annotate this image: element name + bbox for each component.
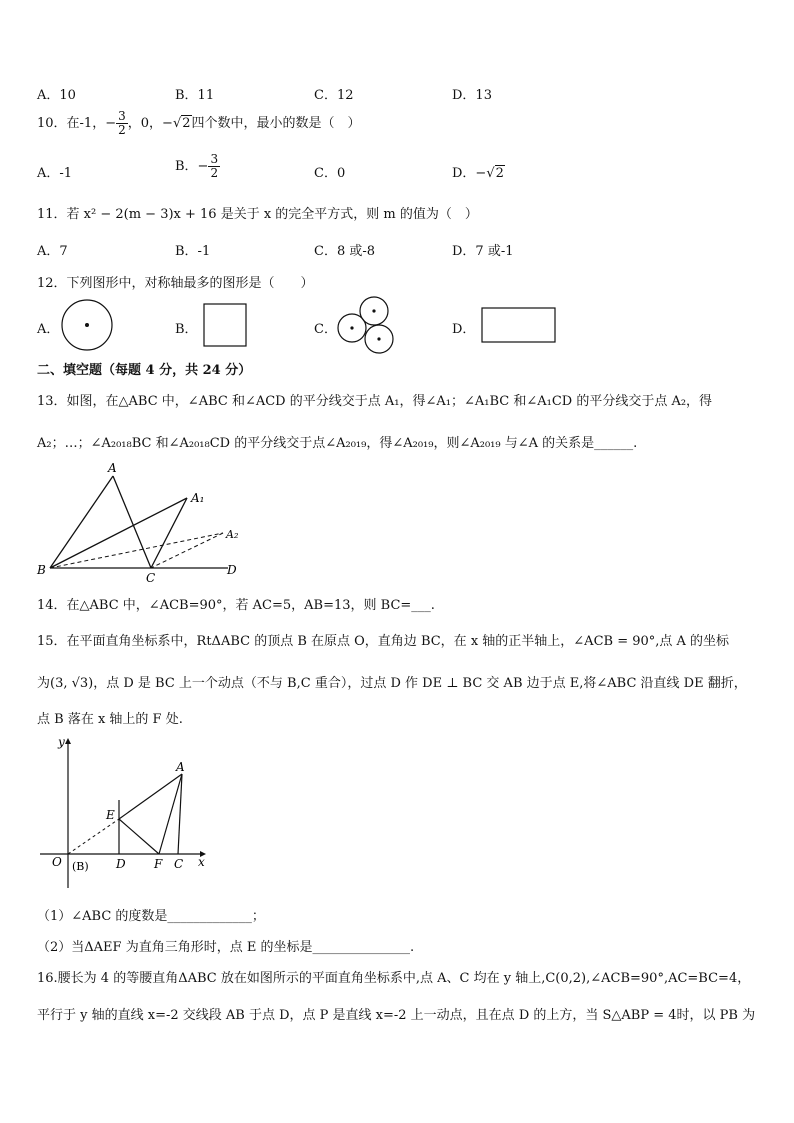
q15-label-b: (B) — [72, 860, 89, 873]
q11-stem: 11．若 x² − 2(m − 3)x + 16 是关于 x 的完全平方式，则 m 的值为（ ） — [37, 207, 478, 222]
q13-line-1: 13．如图，在△ABC 中，∠ABC 和∠ACD 的平分线交于点 A₁，得∠A₁；∠A₁BC 和∠A₁CD 的平分线交于点 A₂，得 — [37, 394, 713, 409]
q13-label-c: C — [146, 571, 156, 585]
q15-line-2: 为(3, √3)，点 D 是 BC 上一个动点（不与 B,C 重合），过点 D 作 DE ⊥ BC 交 AB 边于点 E,将∠ABC 沿直线 DE 翻折， — [37, 676, 747, 691]
q9-option-a: A．10 — [37, 88, 76, 103]
section-heading-fill-in: 二、填空题（每题 4 分，共 24 分） — [37, 363, 252, 378]
q15-line-3: 点 B 落在 x 轴上的 F 处. — [37, 712, 183, 727]
q11-option-c: C．8 或-8 — [314, 244, 376, 259]
q12-option-c-label: C． — [314, 322, 337, 337]
q16-line-2: 平行于 y 轴的直线 x=-2 交线段 AB 于点 D，点 P 是直线 x=-2 上一动点，且在点 D 的上方，当 S△ABP = 4时，以 PB 为 — [37, 1008, 756, 1023]
q13-label-d: D — [227, 563, 237, 577]
q15-label-d: D — [116, 857, 126, 871]
q13-line-2: A₂；…；∠A₂₀₁₈BC 和∠A₂₀₁₈CD 的平分线交于点∠A₂₀₁₉，得∠A₂₀₁₉，则∠A₂₀₁₉ 与∠A 的关系是______. — [37, 436, 638, 451]
q10-stem: 10．在-1，− $\frac{3}{2}$ ，0，−√2四个数中，最小的数是（ ） — [37, 109, 361, 137]
q15-label-c: C — [174, 857, 184, 871]
q16-line-1: 16.腰长为 4 的等腰直角ΔABC 放在如图所示的平面直角坐标系中,点 A、C 均在 y 轴上,C(0,2),∠ACB=90°,AC=BC=4， — [37, 971, 751, 986]
q9-option-b: B．11 — [175, 88, 215, 103]
q15-line-1: 15．在平面直角坐标系中，RtΔABC 的顶点 B 在原点 O，直角边 BC，在 x 轴的正半轴上，∠ACB = 90°,点 A 的坐标 — [37, 634, 730, 649]
q12-figure-three-circles — [338, 297, 393, 353]
q11-option-a: A．7 — [37, 244, 68, 259]
q12-figure-square — [204, 304, 246, 346]
q12-option-b-label: B． — [175, 322, 198, 337]
q15-sub-question-1: （1）∠ABC 的度数是_____________； — [37, 909, 265, 924]
q15-label-a: A — [176, 760, 185, 774]
q13-label-a1: A₁ — [191, 491, 205, 505]
q12-option-a-label: A． — [37, 322, 60, 337]
q14-stem: 14．在△ABC 中，∠ACB=90°，若 AC=5，AB=13，则 BC=___. — [37, 598, 435, 613]
q13-figure — [30, 460, 260, 585]
q15-label-e: E — [106, 808, 115, 822]
q12-figure-rectangle — [482, 308, 555, 342]
q12-option-d-label: D． — [452, 322, 476, 337]
q9-option-c: C．12 — [314, 88, 354, 103]
q15-sub-question-2: （2）当ΔAEF 为直角三角形时，点 E 的坐标是_______________. — [37, 940, 415, 955]
q12-stem: 12．下列图形中，对称轴最多的图形是（ ） — [37, 276, 314, 291]
q10-option-d: D．−√2 — [452, 166, 504, 181]
q10-option-a: A．-1 — [37, 166, 73, 181]
q13-label-b: B — [37, 563, 46, 577]
q11-option-d: D．7 或-1 — [452, 244, 514, 259]
q15-label-o: O — [52, 855, 62, 869]
q11-option-b: B．-1 — [175, 244, 211, 259]
q15-label-f: F — [154, 857, 163, 871]
q12-figures — [0, 0, 794, 360]
q9-option-d: D．13 — [452, 88, 492, 103]
q15-figure — [30, 730, 220, 895]
q13-label-a2: A₂ — [226, 528, 239, 541]
q13-label-a: A — [108, 461, 117, 475]
q10-option-c: C．0 — [314, 166, 346, 181]
q12-figure-circle — [62, 300, 112, 350]
q15-label-x: x — [198, 855, 205, 869]
fraction-three-halves: $\frac{3}{2}$ — [118, 109, 126, 137]
q15-label-y: y — [58, 735, 65, 749]
q10-option-b: B．− $\frac{3}{2}$ — [175, 152, 219, 180]
